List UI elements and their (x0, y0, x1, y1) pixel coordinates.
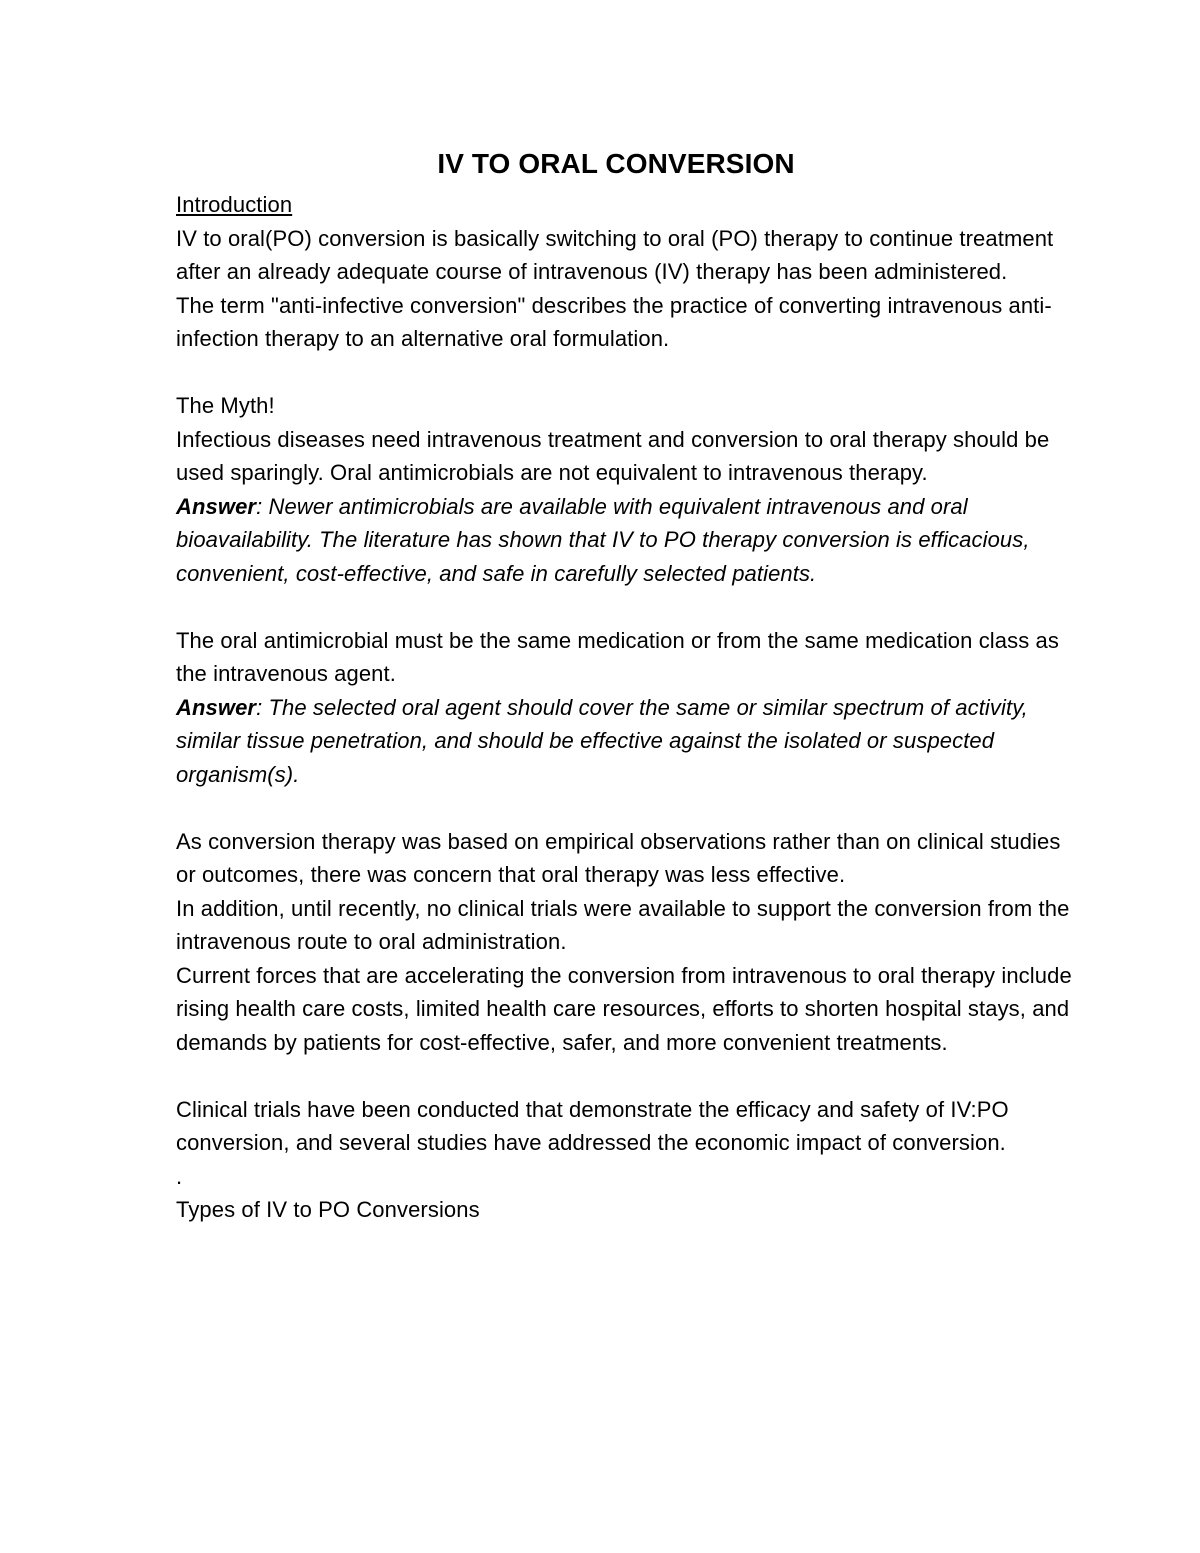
answer-label: Answer (176, 493, 257, 519)
spacer (176, 1059, 1076, 1093)
intro-paragraph-2: The term "anti-infective conversion" describes the practice of converting intravenous anti-infection therapy to an alternative oral formulation. (176, 292, 1052, 351)
answer-text: : The selected oral agent should cover the same or similar spectrum of activity, similar tissue penetration, and should be effective against the isolated or suspected organism(s). (176, 694, 1028, 787)
myth2-statement: The oral antimicrobial must be the same medication or from the same medication class as the intravenous agent. (176, 627, 1059, 686)
myth-answer (176, 490, 1076, 591)
spacer (176, 356, 1076, 390)
myth2-answer (176, 691, 1076, 792)
trials-paragraph: Clinical trials have been conducted that demonstrate the efficacy and safety of IV:PO conversion, and several studies have addressed the economic impact of conversion. (176, 1096, 1009, 1155)
answer-text: : Newer antimicrobials are available with equivalent intravenous and oral bioavailability. The literature has shown that IV to PO therapy conversion is efficacious, convenient, cost-effective, and safe in carefully selected patients. (176, 493, 1030, 586)
answer-label: Answer (176, 694, 257, 720)
introduction-heading: Introduction (176, 192, 293, 217)
types-heading: Types of IV to PO Conversions (176, 1197, 480, 1222)
history-paragraph-3: Current forces that are accelerating the conversion from intravenous to oral therapy include rising health care costs, limited health care resources, efforts to shorten hospital stays, and demands by patients for cost-effective, safer, and more convenient treatments. (176, 962, 1072, 1055)
myth-heading: The Myth! (176, 393, 275, 418)
spacer (176, 590, 1076, 624)
history-paragraph-2: In addition, until recently, no clinical trials were available to support the conversion from the intravenous route to oral administration. (176, 895, 1070, 954)
page-title: IV TO ORAL CONVERSION (437, 148, 795, 179)
spacer (176, 791, 1076, 825)
trials-dot: . (176, 1163, 183, 1189)
document-body (176, 146, 1076, 1227)
intro-paragraph-1: IV to oral(PO) conversion is basically switching to oral (PO) therapy to continue treatment after an already adequate course of intravenous (IV) therapy has been administered. (176, 225, 1054, 284)
history-paragraph-1: As conversion therapy was based on empirical observations rather than on clinical studies or outcomes, there was concern that oral therapy was less effective. (176, 828, 1061, 887)
myth-statement: Infectious diseases need intravenous treatment and conversion to oral therapy should be used sparingly. Oral antimicrobials are not equivalent to intravenous therapy. (176, 426, 1050, 485)
